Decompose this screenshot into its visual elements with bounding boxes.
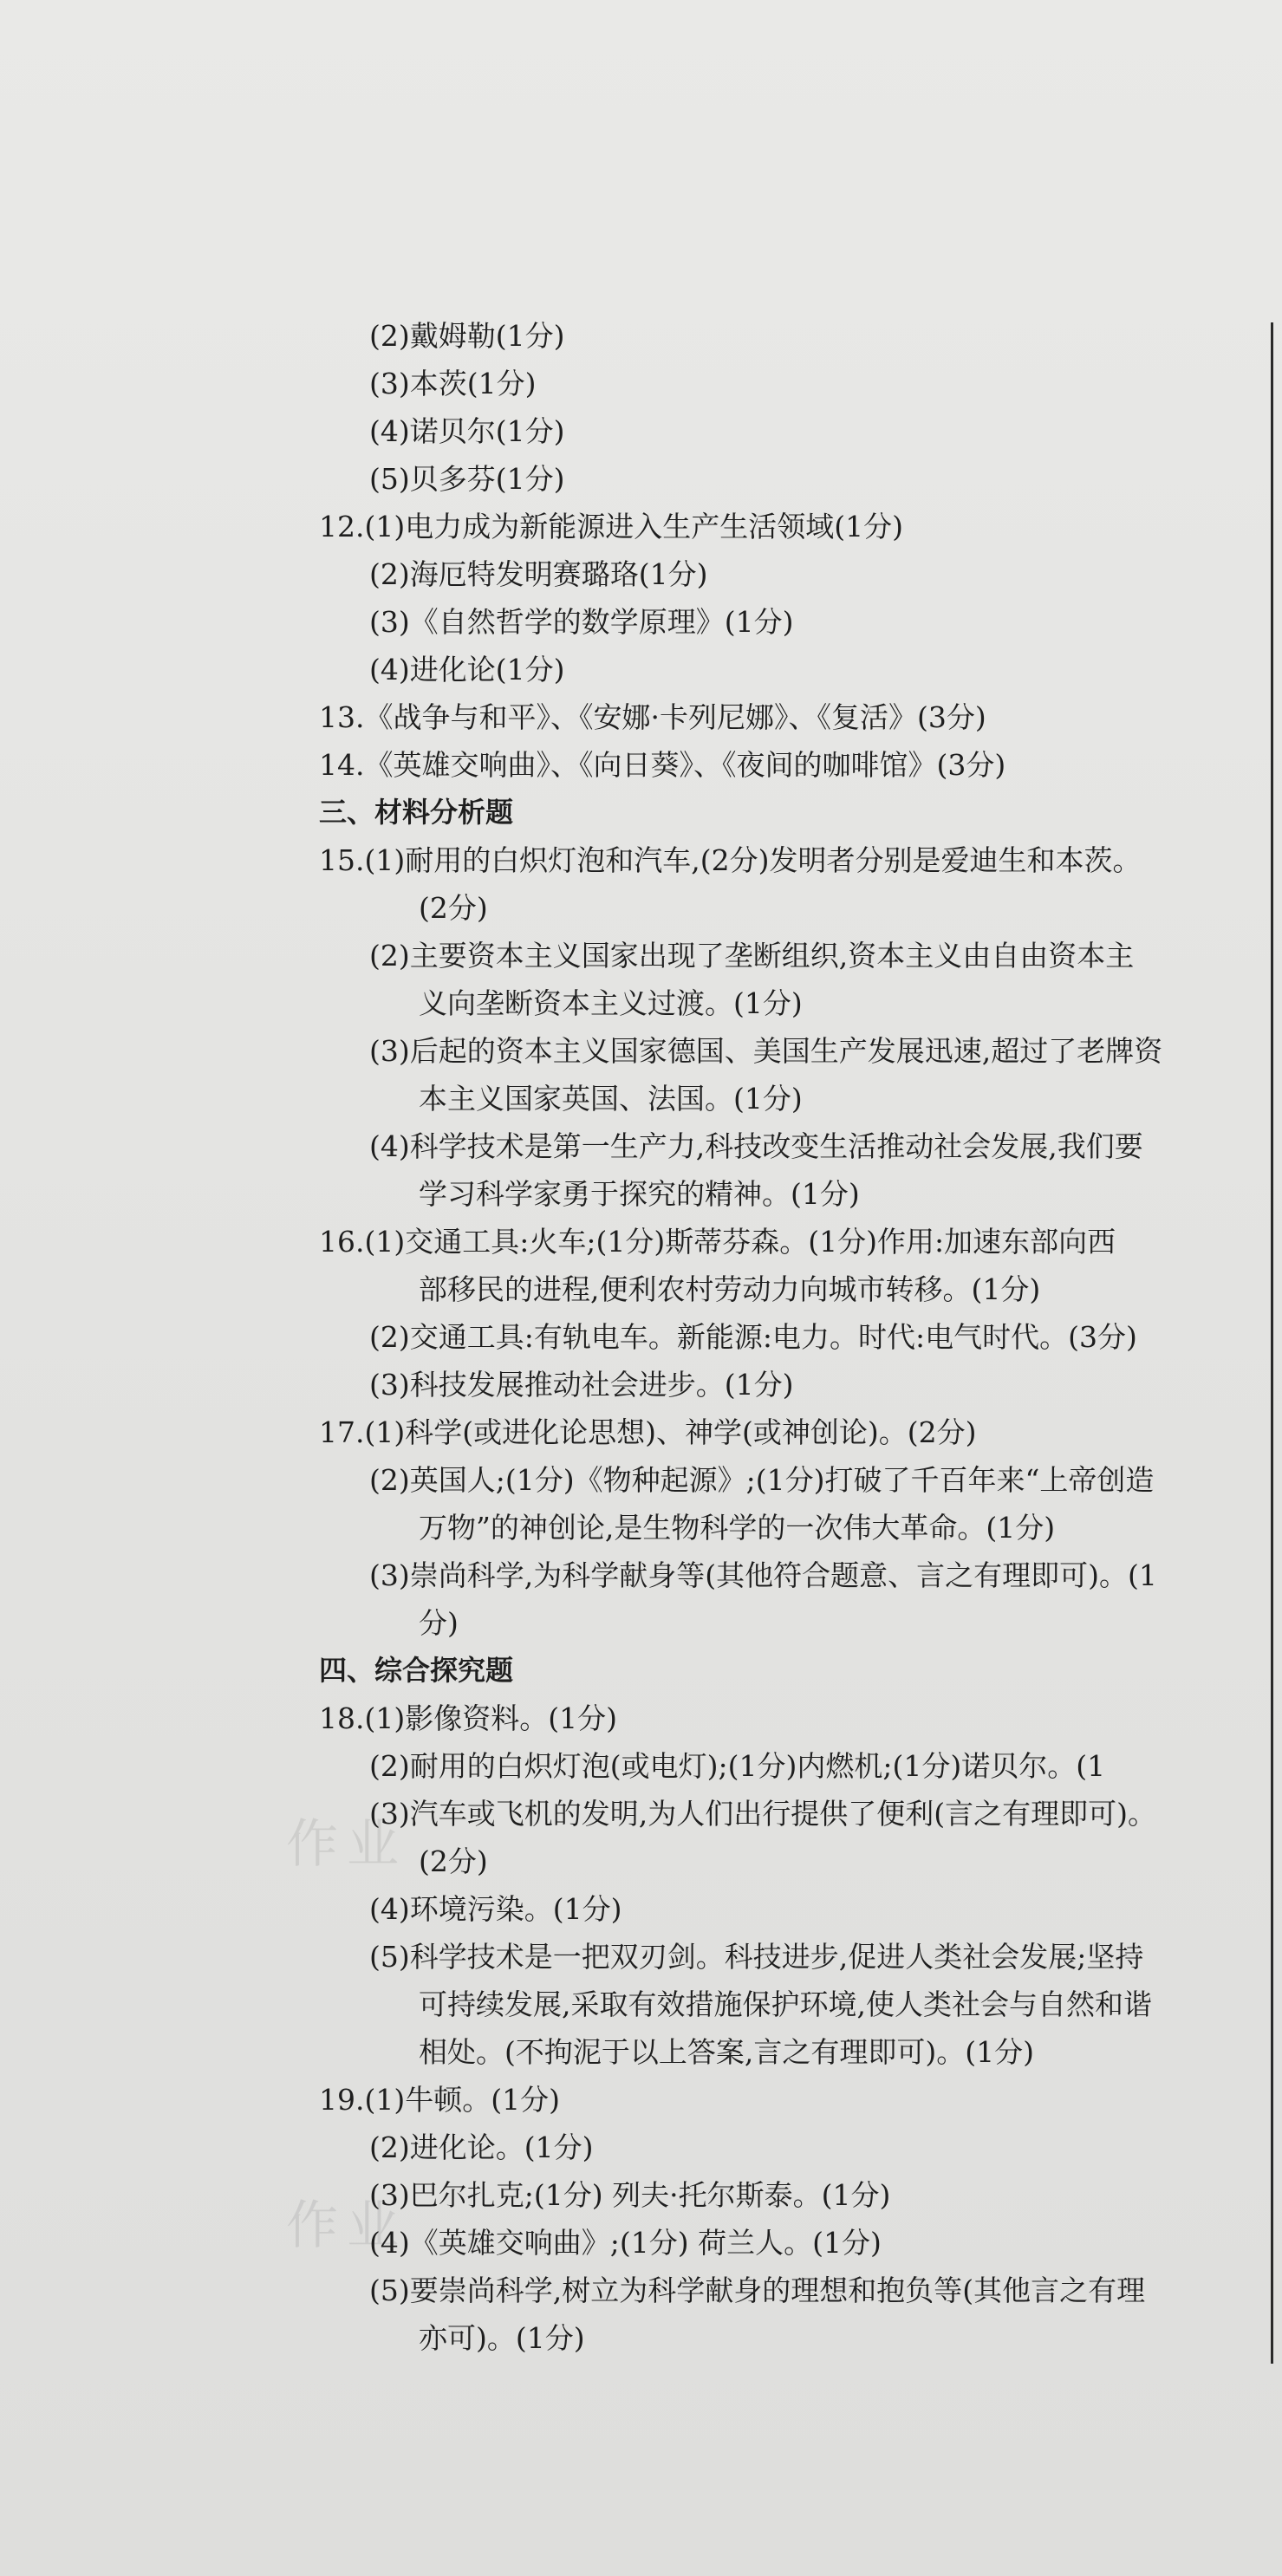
answer-line: (4)科学技术是第一生产力,科技改变生活推动社会发展,我们要 xyxy=(369,1129,1143,1163)
answer-line: (2分) xyxy=(419,891,488,925)
answer-line: 亦可)。(1分) xyxy=(419,2321,585,2355)
answer-line: 相处。(不拘泥于以上答案,言之有理即可)。(1分) xyxy=(419,2035,1034,2069)
answer-line: (3)巴尔扎克;(1分) 列夫·托尔斯泰。(1分) xyxy=(369,2178,891,2212)
answer-line: (5)科学技术是一把双刃剑。科技进步,促进人类社会发展;坚持 xyxy=(369,1940,1144,1974)
answer-line: 义向垄断资本主义过渡。(1分) xyxy=(419,986,803,1020)
answer-line: (2分) xyxy=(419,1844,488,1878)
answer-line: (4)进化论(1分) xyxy=(369,653,565,686)
answer-line: (2)耐用的白炽灯泡(或电灯);(1分)内燃机;(1分)诺贝尔。(1 xyxy=(369,1749,1106,1783)
answer-line: 本主义国家英国、法国。(1分) xyxy=(419,1082,803,1116)
answer-line: (3)汽车或飞机的发明,为人们出行提供了便利(言之有理即可)。 xyxy=(369,1797,1156,1831)
answer-line: (2)英国人;(1分)《物种起源》;(1分)打破了千百年来“上帝创造 xyxy=(369,1463,1155,1497)
answer-line: (3)本茨(1分) xyxy=(369,367,537,400)
answer-line: 12.(1)电力成为新能源进入生产生活领域(1分) xyxy=(319,510,903,543)
answer-line: 万物”的神创论,是生物科学的一次伟大革命。(1分) xyxy=(419,1511,1056,1545)
watermark: 作业 xyxy=(286,2195,407,2256)
answer-line: (2)主要资本主义国家出现了垄断组织,资本主义由自由资本主 xyxy=(369,939,1135,973)
answer-line: (2)戴姆勒(1分) xyxy=(369,319,565,353)
answer-line: (3)科技发展推动社会进步。(1分) xyxy=(369,1368,794,1402)
answer-line: (3)后起的资本主义国家德国、美国生产发展迅速,超过了老牌资 xyxy=(369,1034,1163,1068)
answer-line: (5)要崇尚科学,树立为科学献身的理想和抱负等(其他言之有理 xyxy=(369,2274,1146,2307)
answer-line: (2)海厄特发明赛璐珞(1分) xyxy=(369,557,708,591)
answer-line: 14.《英雄交响曲》、《向日葵》、《夜间的咖啡馆》(3分) xyxy=(319,748,1006,782)
answer-line: 部移民的进程,便利农村劳动力向城市转移。(1分) xyxy=(419,1272,1041,1306)
right-margin-rule xyxy=(1271,322,1273,2364)
answer-line: (3)崇尚科学,为科学献身等(其他符合题意、言之有理即可)。(1 xyxy=(369,1558,1157,1592)
answer-line: 16.(1)交通工具:火车;(1分)斯蒂芬森。(1分)作用:加速东部向西 xyxy=(319,1225,1116,1259)
answer-line: (4)《英雄交响曲》;(1分) 荷兰人。(1分) xyxy=(369,2226,882,2260)
answer-line: 学习科学家勇于探究的精神。(1分) xyxy=(419,1177,860,1211)
section-heading: 四、综合探究题 xyxy=(319,1654,514,1687)
answer-line: 可持续发展,采取有效措施保护环境,使人类社会与自然和谐 xyxy=(419,1987,1152,2021)
answer-text-block xyxy=(319,312,1238,2362)
answer-line: 18.(1)影像资料。(1分) xyxy=(319,1701,617,1735)
answer-line: 分) xyxy=(419,1606,459,1640)
answer-line: 17.(1)科学(或进化论思想)、神学(或神创论)。(2分) xyxy=(319,1415,977,1449)
answer-line: 19.(1)牛顿。(1分) xyxy=(319,2083,560,2117)
answer-line: 13.《战争与和平》、《安娜·卡列尼娜》、《复活》(3分) xyxy=(319,700,986,734)
answer-line: (2)进化论。(1分) xyxy=(369,2130,594,2164)
watermark: 作业 xyxy=(286,1814,407,1875)
answer-line: (5)贝多芬(1分) xyxy=(369,462,565,496)
answer-line: 15.(1)耐用的白炽灯泡和汽车,(2分)发明者分别是爱迪生和本茨。 xyxy=(319,843,1142,877)
section-heading: 三、材料分析题 xyxy=(319,796,514,829)
answer-line: (3)《自然哲学的数学原理》(1分) xyxy=(369,605,794,639)
answer-line: (4)诺贝尔(1分) xyxy=(369,414,565,448)
answer-line: (4)环境污染。(1分) xyxy=(369,1892,622,1926)
answer-line: (2)交通工具:有轨电车。新能源:电力。时代:电气时代。(3分) xyxy=(369,1320,1137,1354)
